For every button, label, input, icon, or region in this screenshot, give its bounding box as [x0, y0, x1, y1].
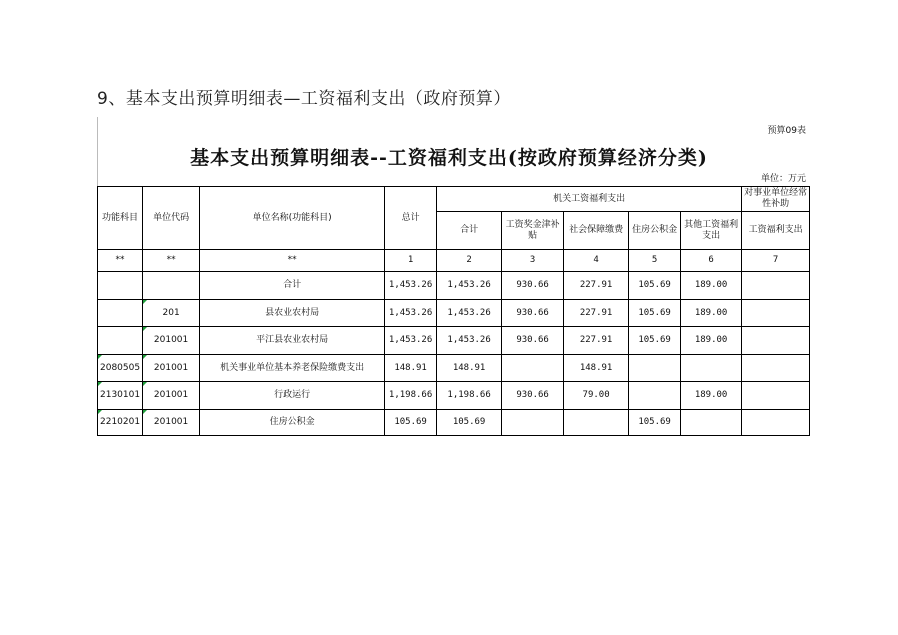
cell-unit-name: 住房公积金	[200, 410, 385, 436]
cell-salary: 930.66	[502, 382, 564, 410]
cell-subsidy-salary	[742, 327, 810, 355]
cell-total: 105.69	[385, 410, 437, 436]
cell-sub-total: 1,453.26	[437, 327, 502, 355]
cell-total: 1,453.26	[385, 272, 437, 300]
cell-housing: 105.69	[629, 327, 681, 355]
cell-other	[681, 410, 742, 436]
cell-social	[564, 410, 629, 436]
cell-sub-total: 1,453.26	[437, 272, 502, 300]
cell-total: 1,198.66	[385, 382, 437, 410]
cell-social: 227.91	[564, 272, 629, 300]
cell-salary	[502, 355, 564, 382]
header-func-code: 功能科目	[98, 187, 143, 250]
cell-unit-code: 201001	[143, 382, 200, 410]
index-cell: 2	[437, 250, 502, 272]
header-unit-code: 单位代码	[143, 187, 200, 250]
index-cell: 4	[564, 250, 629, 272]
cell-unit-code: 201001	[143, 327, 200, 355]
cell-housing: 105.69	[629, 272, 681, 300]
table-row	[98, 272, 810, 300]
cell-sub-total: 148.91	[437, 355, 502, 382]
cell-housing	[629, 355, 681, 382]
header-social: 社会保障缴费	[564, 212, 629, 250]
header-subsidy-salary: 工资福利支出	[742, 212, 810, 250]
cell-func-code	[98, 300, 143, 327]
cell-other: 189.00	[681, 272, 742, 300]
cell-other: 189.00	[681, 382, 742, 410]
table-row	[98, 410, 810, 436]
cell-func-code	[98, 327, 143, 355]
cell-func-code: 2130101	[98, 382, 143, 410]
cell-other	[681, 355, 742, 382]
cell-social: 227.91	[564, 300, 629, 327]
table-row	[98, 300, 810, 327]
index-cell: 3	[502, 250, 564, 272]
cell-other: 189.00	[681, 300, 742, 327]
table-row	[98, 382, 810, 410]
index-cell: **	[200, 250, 385, 272]
header-other: 其他工资福利支出	[681, 212, 742, 250]
header-salary: 工资奖金津补贴	[502, 212, 564, 250]
index-cell: 1	[385, 250, 437, 272]
cell-social: 79.00	[564, 382, 629, 410]
header-unit-name: 单位名称(功能科目)	[200, 187, 385, 250]
cell-unit-code: 201	[143, 300, 200, 327]
header-sub-total: 合计	[437, 212, 502, 250]
index-cell: **	[98, 250, 143, 272]
cell-unit-code: 201001	[143, 355, 200, 382]
cell-social: 148.91	[564, 355, 629, 382]
table-code: 预算09表	[767, 126, 806, 136]
table-row	[98, 355, 810, 382]
cell-total: 1,453.26	[385, 300, 437, 327]
index-cell: 6	[681, 250, 742, 272]
header-total: 总计	[385, 187, 437, 250]
cell-salary: 930.66	[502, 327, 564, 355]
cell-housing: 105.69	[629, 300, 681, 327]
index-cell: **	[143, 250, 200, 272]
cell-unit-code: 201001	[143, 410, 200, 436]
cell-salary: 930.66	[502, 272, 564, 300]
cell-unit-name: 县农业农村局	[200, 300, 385, 327]
cell-sub-total: 1,453.26	[437, 300, 502, 327]
cell-func-code: 2210201	[98, 410, 143, 436]
cell-total: 148.91	[385, 355, 437, 382]
cell-unit-code	[143, 272, 200, 300]
cell-other: 189.00	[681, 327, 742, 355]
unit-label: 单位：万元	[760, 174, 806, 184]
cell-housing	[629, 382, 681, 410]
cell-sub-total: 1,198.66	[437, 382, 502, 410]
cell-subsidy-salary	[742, 410, 810, 436]
index-row	[98, 250, 810, 272]
table-row	[98, 327, 810, 355]
cell-subsidy-salary	[742, 355, 810, 382]
header-subsidy-group: 对事业单位经常性补助	[742, 187, 810, 212]
cell-social: 227.91	[564, 327, 629, 355]
index-cell: 7	[742, 250, 810, 272]
cell-sub-total: 105.69	[437, 410, 502, 436]
cell-unit-name: 行政运行	[200, 382, 385, 410]
cell-subsidy-salary	[742, 300, 810, 327]
section-heading: 9、基本支出预算明细表—工资福利支出（政府预算）	[97, 89, 511, 109]
header-housing: 住房公积金	[629, 212, 681, 250]
header-org-group: 机关工资福利支出	[437, 187, 742, 212]
cell-total: 1,453.26	[385, 327, 437, 355]
cell-unit-name: 合计	[200, 272, 385, 300]
cell-func-code	[98, 272, 143, 300]
cell-salary: 930.66	[502, 300, 564, 327]
budget-table	[97, 186, 810, 436]
cell-func-code: 2080505	[98, 355, 143, 382]
cell-unit-name: 机关事业单位基本养老保险缴费支出	[200, 355, 385, 382]
cell-housing: 105.69	[629, 410, 681, 436]
cell-unit-name: 平江县农业农村局	[200, 327, 385, 355]
table-title: 基本支出预算明细表--工资福利支出(按政府预算经济分类)	[190, 147, 708, 169]
cell-subsidy-salary	[742, 382, 810, 410]
index-cell: 5	[629, 250, 681, 272]
cell-subsidy-salary	[742, 272, 810, 300]
cell-salary	[502, 410, 564, 436]
